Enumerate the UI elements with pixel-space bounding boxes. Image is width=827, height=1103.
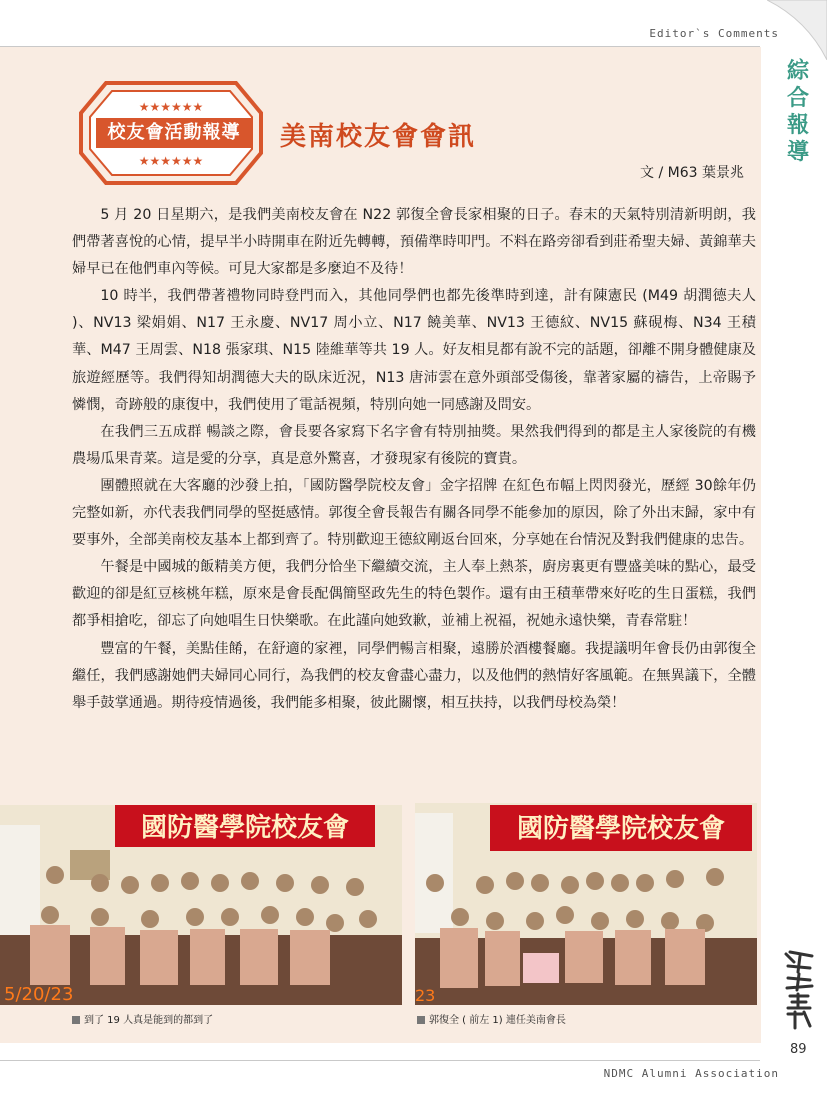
article-paragraph: 在我們三五成群 暢談之際，會長要各家寫下名字會有特別抽獎。果然我們得到的都是主人家後院的有機農場瓜果青菜。這是愛的分享，真是意外驚喜，才發現家有後院的寶貴。 bbox=[72, 423, 756, 467]
photo-1-banner: 國防醫學院校友會 bbox=[140, 813, 350, 843]
article-title: 美南校友會會訊 bbox=[280, 122, 477, 152]
side-title-char: 導 bbox=[786, 140, 809, 165]
footer-association: NDMC Alumni Association bbox=[603, 1067, 779, 1080]
group-photo-1 bbox=[0, 805, 402, 1005]
side-section-title bbox=[785, 58, 811, 166]
article-paragraph: 豐富的午餐，美點佳餚，在舒適的家裡，同學們暢言相聚，遠勝於酒樓餐廳。我提議明年會長仍由郭復全繼任，我們感謝她們夫婦同心同行，為我們的校友會盡心盡力，以及他們的熱情好客風範。在無異議下，全體舉手鼓掌通過。期待疫情過後，我們能多相聚，彼此關懷，相互扶持，以我們母校為榮！ bbox=[72, 640, 756, 711]
photo-2-caption bbox=[417, 1011, 566, 1026]
badge-label: 校友會活動報導 bbox=[96, 118, 252, 148]
badge-stars-bottom: ★★★★★★ bbox=[138, 154, 204, 168]
article-paragraph: 午餐是中國城的飯精美方便，我們分恰坐下繼續交流，主人奉上熱茶，廚房裏更有豐盛美味的點心，最受歡迎的卻是紅豆核桃年糕，原來是會長配偶簡堅政先生的特色製作。還有由王積華帶來好吃的生日蛋糕，我們都爭相搶吃，卻忘了向她唱生日快樂歌。在此謹向她致歉，並補上祝福，祝她永遠快樂，青春常駐！ bbox=[72, 559, 756, 630]
article-paragraph: 5 月 20 日星期六，是我們美南校友會在 N22 郭復全會長家相聚的日子。春末的天氣特別清新明朗，我們帶著喜悅的心情，提早半小時開車在附近先轉轉，預備準時叩門。不料在路旁卻看到莊希聖夫婦、黃錦華夫婦早已在他們車內等候。可見大家都是多麼迫不及待！ bbox=[72, 207, 756, 278]
article-paragraph: 團體照就在大客廳的沙發上拍，「國防醫學院校友會」金字招牌 在紅色布幅上閃閃發光，歷經 30餘年仍完整如新，亦代表我們同學的堅挺感情。郭復全會長報告有關各同學不能參加的原因，除了外出末歸，家中有要事外，全部美南校友基本上都到齊了。特別歡迎王德紋剛返台回來，分享她在台情況及對我們健康的忠告。 bbox=[72, 477, 756, 549]
caption-bullet-icon bbox=[72, 1016, 80, 1024]
photo-2-caption-text: 郭復全 ( 前左 1) 連任美南會長 bbox=[429, 1015, 566, 1026]
page-number: 89 bbox=[790, 1042, 807, 1057]
photo-1-date-stamp: 5/20/23 bbox=[4, 984, 74, 1005]
caption-bullet-icon bbox=[417, 1016, 425, 1024]
photo-1-caption-text: 到了 19 人真是能到的都到了 bbox=[84, 1015, 214, 1026]
article-author: 文 / M63 葉景兆 bbox=[640, 165, 744, 181]
badge-stars-top: ★★★★★★ bbox=[138, 100, 204, 114]
magazine-calligraphy-logo bbox=[782, 950, 816, 1030]
photo-1-caption bbox=[72, 1011, 213, 1026]
photo-2-date-stamp: 23 bbox=[415, 986, 436, 1005]
side-title-char: 報 bbox=[786, 113, 809, 138]
section-header: Editor`s Comments bbox=[649, 27, 779, 40]
group-photo-2 bbox=[415, 803, 757, 1005]
article-paragraph: 10 時半，我們帶著禮物同時登門而入，其他同學們也都先後準時到達，計有陳憲民 (M49 胡潤德夫人 )、NV13 梁娟娟、N17 王永慶、NV17 周小立、N17 饒美華、NV13 王德紋、NV15 蘇硯梅、N34 王積華、M47 王周雲、N18 張家琪、N15 陸維華等共 19 人。好友相見都有說不完的話題，卻離不開身體健康及旅遊經歷等。我們得知胡潤德大夫的臥床近況，N13 唐沛雲在意外頭部受傷後，靠著家屬的禱告，上帝賜予憐憫，奇跡般的康復中，我們使用了電話視頻，特別向她一同感謝及問安。 bbox=[72, 288, 756, 413]
side-title-char: 綜 bbox=[786, 59, 809, 84]
footer-divider bbox=[0, 1060, 760, 1061]
photo-2-banner: 國防醫學院校友會 bbox=[516, 814, 726, 844]
page-corner-curl bbox=[767, 0, 827, 60]
article-body bbox=[72, 202, 756, 717]
side-title-char: 合 bbox=[786, 86, 809, 111]
